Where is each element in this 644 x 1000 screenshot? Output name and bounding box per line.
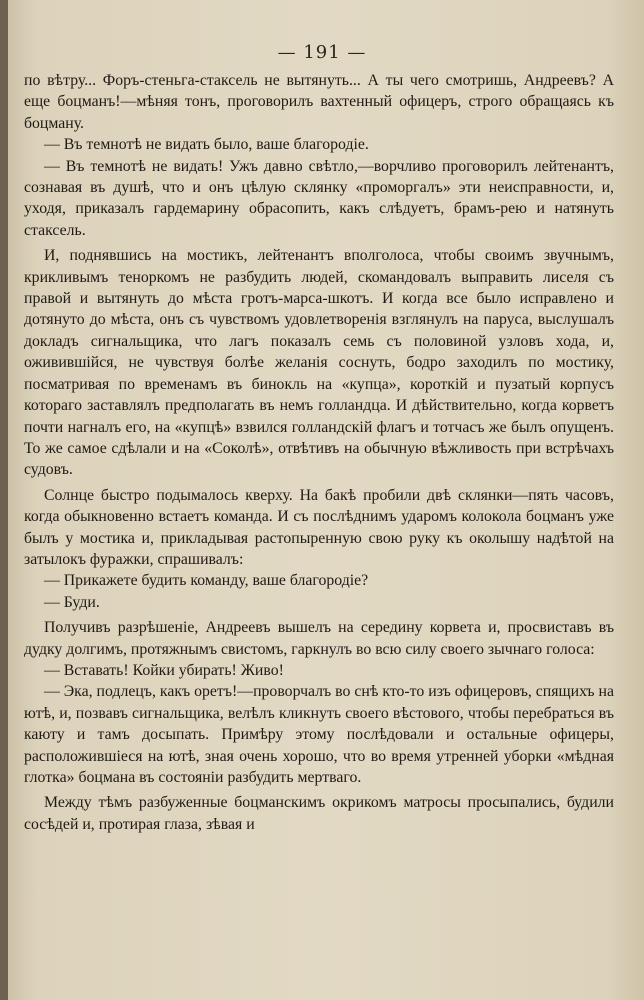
page-text bbox=[24, 70, 614, 835]
page-number: — 191 — bbox=[277, 42, 367, 63]
paragraph: И, поднявшись на мостикъ, лейтенантъ вполголоса, чтобы своимъ звучнымъ, крикливымъ теноркомъ не разбудить людей, скомандовалъ выправить лиселя съ правой и вытянуть до мѣста гротъ-марса-шкотъ. И когда все было исправлено и дотянуто до мѣста, онъ съ чувствомъ удовлетворенія взглянулъ на паруса, выслушалъ докладъ сигнальщика, что лагъ показалъ семь съ половиной узловъ хода, и, оживившійся, не чувствуя болѣе желанія соснуть, бодро заходилъ по мостику, посматривая по временамъ въ бинокль на «купца», короткій и пузатый корпусъ котораго заставлялъ предполагать въ немъ голландца. И дѣйствительно, когда корветъ почти нагналъ его, на «купцѣ» взвился голландскій флагъ и тотчасъ же былъ опущенъ. То же самое сдѣлали и на «Соколѣ», отвѣтивъ на обычную вѣжливость при встрѣчахъ судовъ. bbox=[24, 247, 614, 479]
paragraph: Между тѣмъ разбуженные боцманскимъ окрикомъ матросы просыпались, будили сосѣдей и, протирая глаза, зѣвая и bbox=[24, 794, 614, 833]
paragraph: — Буди. bbox=[44, 593, 100, 611]
paragraph: — Въ темнотѣ не видать было, ваше благородіе. bbox=[44, 136, 369, 154]
paragraph: — Въ темнотѣ не видать! Ужъ давно свѣтло,—ворчливо проговорилъ лейтенантъ, сознавая въ душѣ, что и онъ цѣлую склянку «проморгалъ» эти неисправности, и, уходя, приказалъ гардемарину обрасопить, какъ слѣдуетъ, брамъ-рею и натянуть стаксель. bbox=[24, 157, 614, 239]
paragraph: — Прикажете будить команду, ваше благородіе? bbox=[44, 572, 369, 590]
paragraph: Получивъ разрѣшеніе, Андреевъ вышелъ на середину корвета и, просвиставъ въ дудку долгимъ, протяжнымъ свистомъ, гаркнулъ во всю силу своего зычнаго голоса: bbox=[24, 619, 614, 658]
paragraph: по вѣтру... Форъ-стеньга-стаксель не вытянуть... А ты чего смотришь, Андреевъ? А еще боцманъ!—мѣняя тонъ, проговорилъ вахтенный офицеръ, строго обращаясь къ боцману. bbox=[24, 72, 614, 132]
paragraph: Солнце быстро подымалось кверху. На бакѣ пробили двѣ склянки—пять часовъ, когда обыкновенно встаетъ команда. И съ послѣднимъ ударомъ колокола боцманъ уже былъ у мостика и, прикладывая растопыренную свою руку къ околышу надѣтой на затылокъ фуражки, спрашивалъ: bbox=[24, 486, 614, 568]
paragraph: — Эка, подлецъ, какъ оретъ!—проворчалъ во снѣ кто-то изъ офицеровъ, спящихъ на ютѣ, и, позвавъ сигнальщика, велѣлъ кликнуть своего вѣстового, чтобы перебраться въ каюту и тамъ досыпать. Примѣру этому послѣдовали и остальные офицеры, расположившіеся на ютѣ, зная очень хорошо, что во время утренней уборки «мѣдная глотка» боцмана въ состояніи разбудить мертваго. bbox=[24, 683, 614, 786]
paragraph: — Вставать! Койки убирать! Живо! bbox=[44, 661, 284, 679]
